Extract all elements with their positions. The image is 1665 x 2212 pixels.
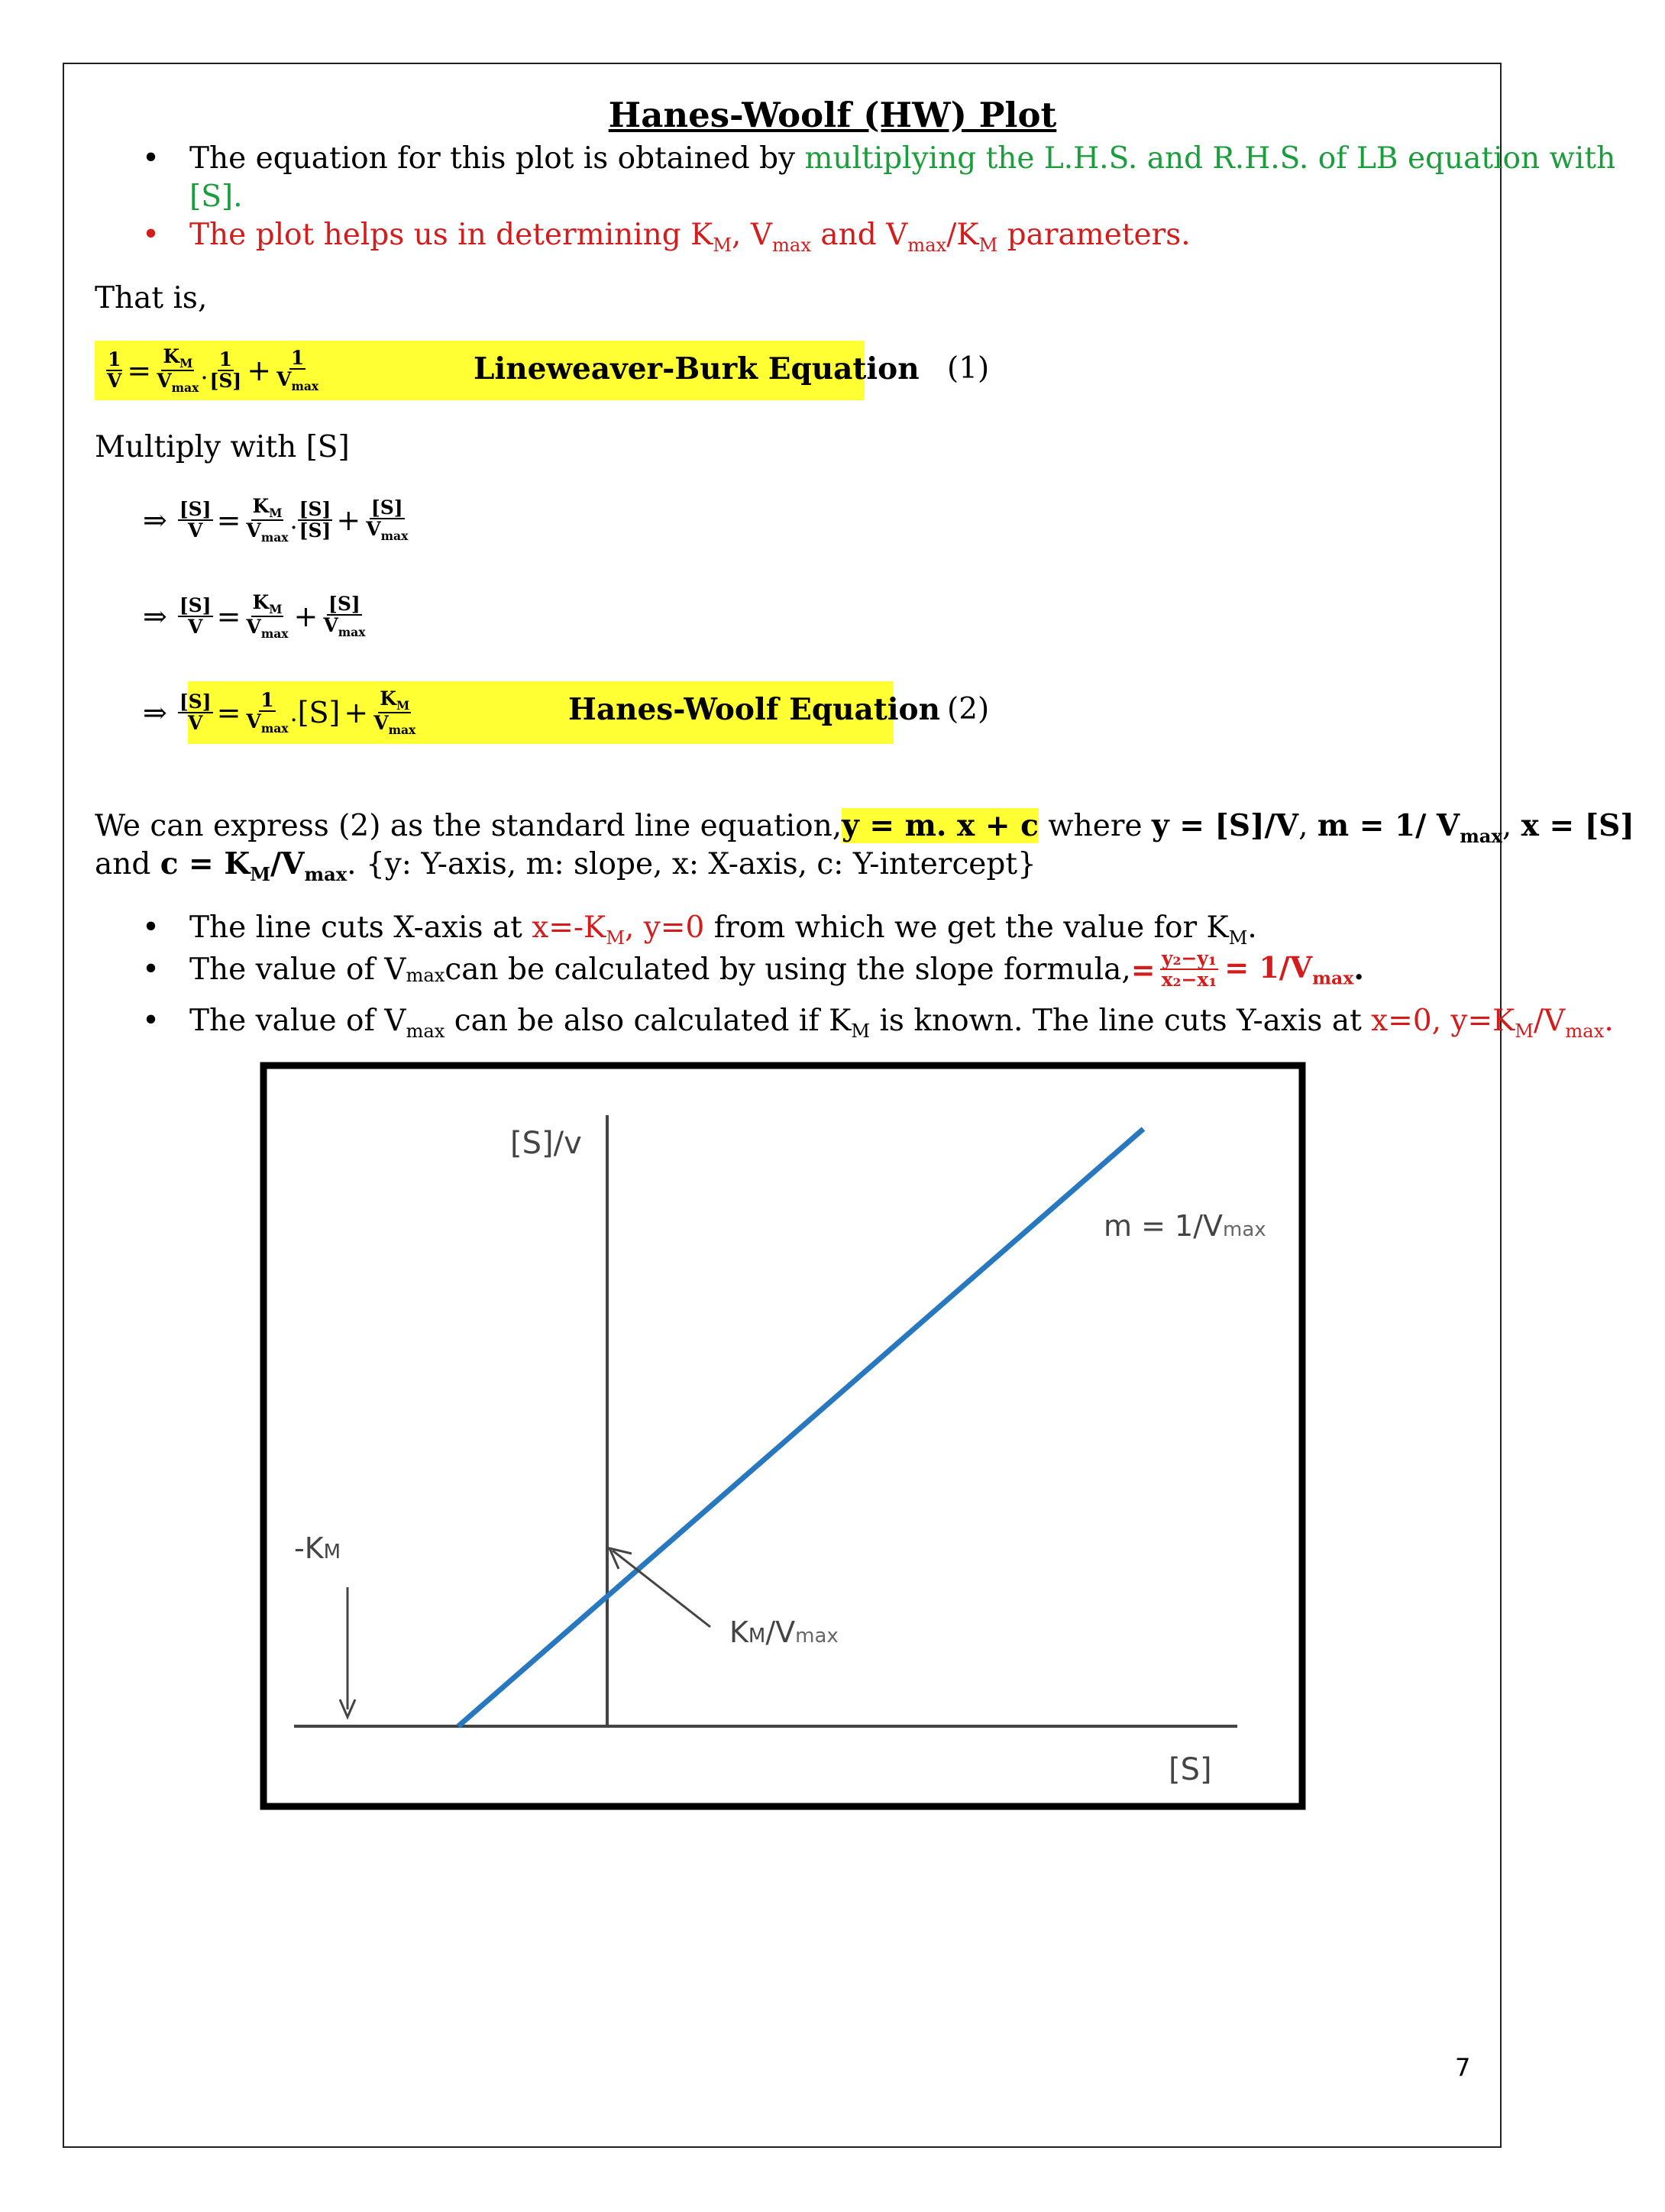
s: M [250,862,270,885]
t1: The plot helps us in determining K [189,218,713,252]
t: . [1353,952,1364,987]
t: x=-K [532,910,606,945]
d: x₂−x₁ [1161,969,1217,991]
bullet-intro-text: The equation for this plot is obtained by [189,141,805,176]
s: M [323,1541,341,1564]
s2: max [772,234,811,256]
page-title: Hanes-Woolf (HW) Plot [608,95,1057,135]
s: M [606,927,625,949]
line-eq-highlight: y = m. x + c [842,808,1039,843]
v: V [246,519,261,542]
t: /V [270,846,305,881]
lb-equation [105,341,320,400]
bullet-intro [189,141,1615,176]
plus: + [344,696,369,729]
m-def [1317,808,1502,847]
hanes-woolf-chart [260,1062,1306,1810]
s: max [406,965,445,986]
x-def: x = [S] [1521,808,1634,843]
t: m = 1/ V [1317,808,1460,843]
s: M [748,1625,766,1648]
t: The line cuts X-axis at [189,910,532,945]
d [322,613,367,639]
v: V [366,517,381,540]
t: . {y: Y-axis, m: slope, x: X-axis, c: Y-intercept} [347,847,1036,881]
frac [244,590,289,641]
s: M [851,1020,871,1042]
eq1-number: (1) [947,351,990,386]
t: is known. The line cuts Y-axis at [870,1004,1372,1038]
hw-equation-name: Hanes-Woolf Equation [568,692,940,727]
s3: max [907,234,947,256]
frac [178,593,213,638]
t2: , V [732,218,772,252]
hw-equation [139,680,417,745]
d [244,617,289,640]
n [251,496,284,521]
n: 1 [218,348,233,370]
vs: max [260,626,289,641]
line-eq-paragraph-2 [95,846,1036,885]
k: K [380,687,397,710]
v: V [157,370,172,392]
ks: M [179,355,193,370]
step2-equation [139,582,367,651]
s: max [795,1625,839,1648]
y-def: y = [S]/V [1151,808,1299,843]
n [378,689,411,713]
equals: = [216,600,241,633]
comma: , [1502,809,1521,843]
line-eq-paragraph-1 [95,808,1634,847]
s1: M [713,234,732,256]
d: V [107,370,122,392]
n: [S] [328,592,360,615]
t: . [1604,1004,1614,1038]
frac [244,496,289,545]
d [244,521,289,544]
equals: = [216,696,241,729]
t: /V [1534,1004,1566,1038]
lb-equation-name: Lineweaver-Burk Equation [474,351,920,386]
s: max [406,1020,445,1042]
n: y₂−y₁ [1161,946,1217,969]
v: V [373,712,389,734]
d: V [188,616,203,638]
frac [105,350,123,392]
step1-equation [139,486,409,555]
slope-frac [1160,946,1219,991]
t: -K [294,1531,324,1565]
implies-arrow: ⇒ [143,503,167,537]
vs: max [171,380,199,395]
t: from which we get the value for K [704,910,1229,945]
n [251,590,284,617]
implies-arrow: ⇒ [143,600,167,633]
y-axis-label: [S]/v [510,1126,582,1161]
dot: . [289,698,298,727]
bullet-slope [189,945,1364,994]
bullet-intro-green: multiplying the L.H.S. and R.H.S. of LB equation with [804,141,1616,176]
frac [209,350,244,392]
k: K [163,344,180,367]
comma: , [1298,809,1317,843]
implies-arrow: ⇒ [143,696,167,729]
slope-result [1224,950,1353,989]
k: K [252,494,270,517]
eq2-number: (2) [947,692,990,726]
s: M [1228,927,1248,949]
bullet-intro-cont: [S]. [189,179,243,214]
t: can be also calculated if K [445,1004,852,1038]
d [364,519,409,542]
n: [S] [299,497,331,520]
frac [178,497,213,542]
frac [364,498,409,543]
x-axis-label: [S] [1169,1752,1212,1787]
s: max [1223,1218,1266,1241]
v: V [276,367,292,390]
vs: max [338,624,366,639]
t: The value of V [189,1004,406,1038]
n: [S] [179,497,212,520]
plus: + [247,354,272,387]
ks: M [269,601,283,616]
frac [275,348,320,393]
bullet-plot-helps [189,218,1191,256]
s: M [1515,1020,1534,1042]
frac [244,690,289,736]
bullet-x-intercept [189,910,1257,949]
bullet-y-intercept [189,1004,1614,1042]
t: , y=0 [624,910,705,945]
d: [S] [299,519,331,542]
k: K [252,590,270,613]
s: max [1460,824,1502,847]
v: V [246,616,261,638]
frac [372,689,417,737]
ks: M [269,505,283,520]
plus: + [293,600,318,633]
s: max [304,862,348,885]
v: V [323,613,338,636]
t: We can express (2) as the standard line equation, [95,809,842,843]
vs: max [388,723,416,737]
multiply-with: Multiply with [S] [95,430,350,464]
vs: max [260,720,289,736]
t3: and V [810,218,908,252]
t: where [1038,809,1152,843]
t5: parameters. [997,218,1191,252]
frac [298,497,333,542]
n [161,344,194,371]
c-def [160,846,348,885]
t: and [95,847,160,881]
equals: = [1130,952,1156,987]
page-number: 7 [1455,2053,1471,2082]
s-term: [S] [297,696,341,729]
plus: + [336,503,361,537]
t: • The value of V [189,952,406,987]
t: K [729,1615,748,1649]
t: c = K [160,846,251,881]
dot: . [289,506,298,535]
n: 1 [260,688,274,711]
that-is: That is, [95,281,208,315]
frac [155,344,200,395]
equals: = [127,354,152,387]
vs: max [291,378,319,393]
dot: . [200,356,209,385]
t: /V [765,1615,796,1649]
d: V [188,712,203,734]
chart-frame [263,1066,1302,1806]
t: x=0, y=K [1371,1004,1515,1038]
red-text [1371,1004,1605,1042]
equals: = [216,503,241,537]
d: V [188,519,203,542]
d: [S] [209,370,242,392]
s: max [1312,967,1354,989]
t4: /K [946,218,979,252]
vs: max [260,530,289,545]
red-text [532,910,705,949]
s: max [1565,1020,1605,1042]
n: 1 [290,346,305,369]
t: m = 1/V [1104,1209,1223,1243]
frac [178,692,213,734]
t: can be calculated by using the slope formula, [445,952,1131,987]
d [275,367,320,393]
ks: M [396,697,410,713]
s4: M [978,234,998,256]
n: [S] [370,496,403,519]
t: = 1/V [1224,949,1313,985]
vs: max [380,528,409,543]
v: V [246,710,261,732]
d [372,713,417,736]
n: [S] [179,593,212,616]
frac [322,594,367,639]
n: [S] [179,690,212,713]
n: 1 [108,348,121,370]
d [155,371,200,394]
t: . [1247,910,1257,945]
d [244,712,289,735]
